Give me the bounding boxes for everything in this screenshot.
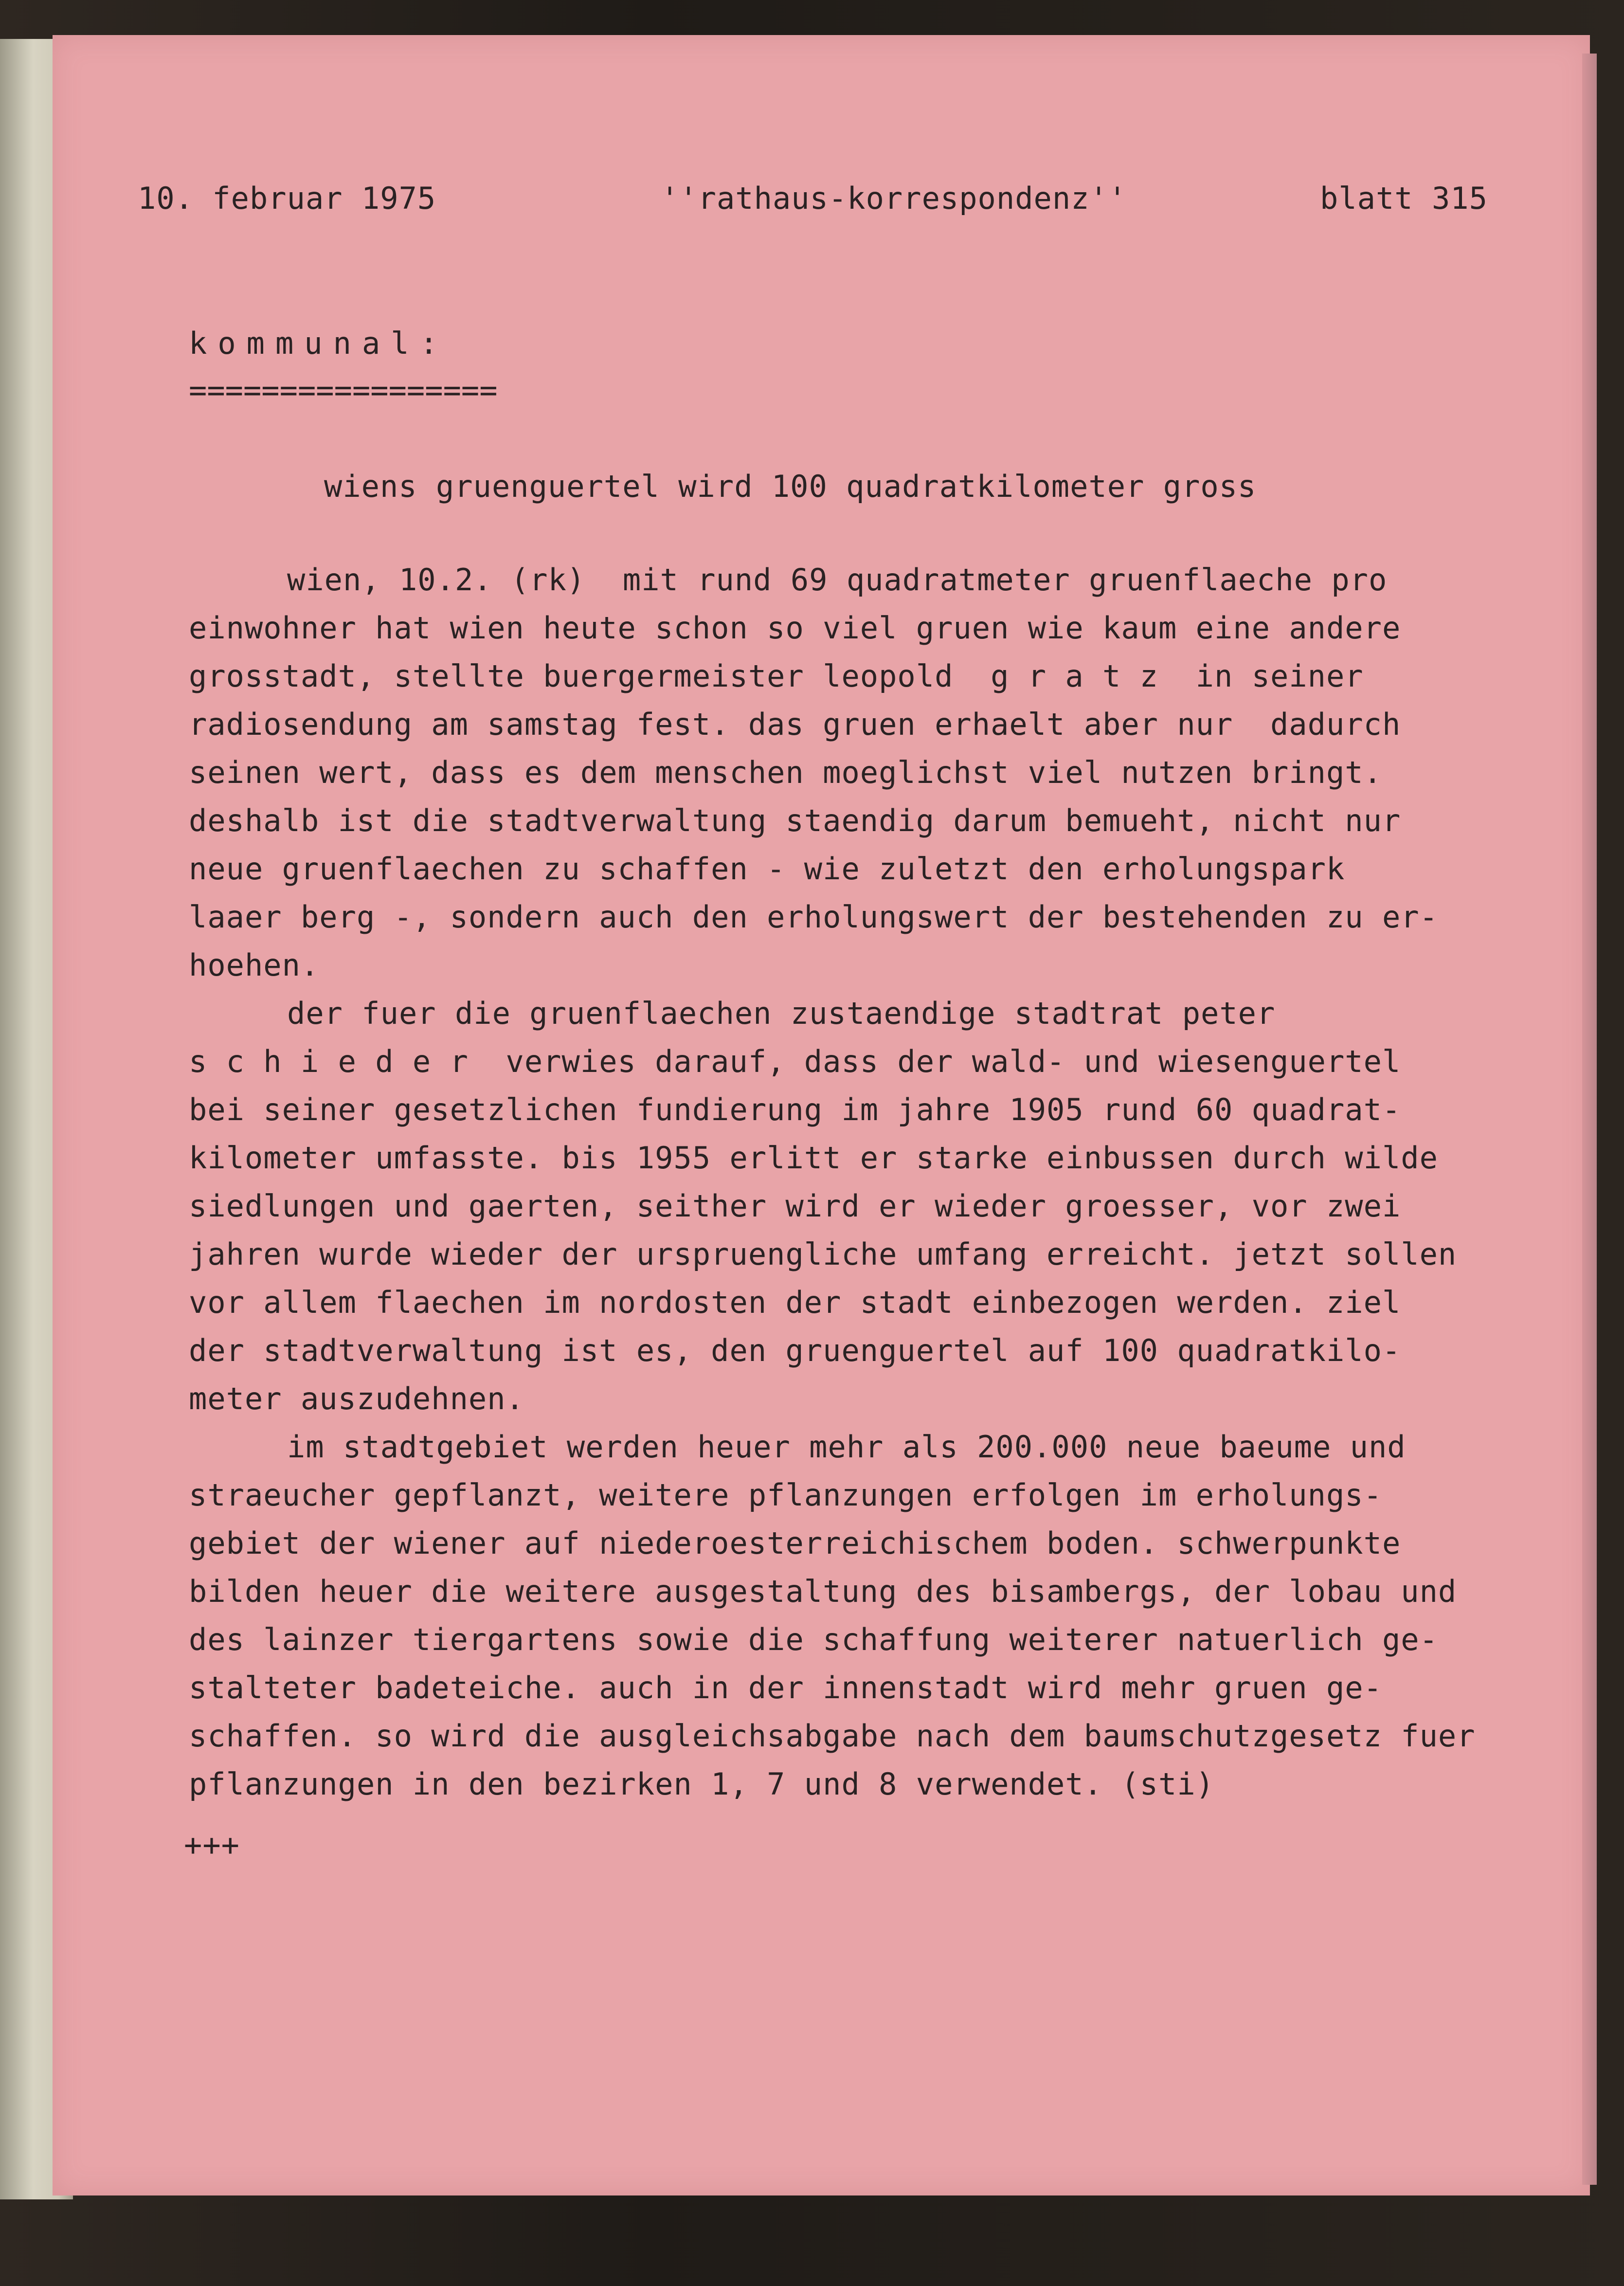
body-line: bilden heuer die weitere ausgestaltung des bisambergs, der lobau und [189, 1574, 1457, 1609]
body-line: deshalb ist die stadtverwaltung staendig darum bemueht, nicht nur [189, 803, 1401, 838]
headline: wiens gruenguertel wird 100 quadratkilometer gross [324, 469, 1257, 504]
body-line: schaffen. so wird die ausgleichsabgabe nach dem baumschutzgesetz fuer [189, 1718, 1476, 1754]
section-underline: ================= [189, 372, 498, 408]
body-line: einwohner hat wien heute schon so viel gruen wie kaum eine andere [189, 610, 1401, 646]
body-line: wien, 10.2. (rk) mit rund 69 quadratmeter gruenflaeche pro [287, 562, 1388, 598]
page-edge-shadow [1582, 54, 1597, 2185]
body-line: jahren wurde wieder der urspruengliche umfang erreicht. jetzt sollen [189, 1236, 1457, 1272]
header-date: 10. februar 1975 [138, 181, 436, 216]
body-line: radiosendung am samstag fest. das gruen erhaelt aber nur dadurch [189, 707, 1401, 742]
body-line: laaer berg -, sondern auch den erholungswert der bestehenden zu er- [189, 899, 1438, 935]
body-line: siedlungen und gaerten, seither wird er wieder groesser, vor zwei [189, 1188, 1401, 1224]
body-line: grosstadt, stellte buergermeister leopold g r a t z in seiner [189, 658, 1364, 694]
body-line: bei seiner gesetzlichen fundierung im jahre 1905 rund 60 quadrat- [189, 1092, 1401, 1127]
body-line: vor allem flaechen im nordosten der stadt einbezogen werden. ziel [189, 1285, 1401, 1320]
body-line: der stadtverwaltung ist es, den gruenguertel auf 100 quadratkilo- [189, 1333, 1401, 1368]
body-line: seinen wert, dass es dem menschen moeglichst viel nutzen bringt. [189, 755, 1382, 790]
body-line: meter auszudehnen. [189, 1381, 524, 1416]
body-line: der fuer die gruenflaechen zustaendige stadtrat peter [287, 996, 1276, 1031]
header-publication: ''rathaus-korrespondenz'' [661, 181, 1127, 216]
body-line: gebiet der wiener auf niederoesterreichischem boden. schwerpunkte [189, 1525, 1401, 1561]
body-line: stalteter badeteiche. auch in der innenstadt wird mehr gruen ge- [189, 1670, 1382, 1705]
header-sheet-number: blatt 315 [1320, 181, 1488, 216]
body-line: hoehen. [189, 947, 320, 983]
body-line: s c h i e d e r verwies darauf, dass der wald- und wiesenguertel [189, 1044, 1401, 1079]
body-line: des lainzer tiergartens sowie die schaffung weiterer natuerlich ge- [189, 1622, 1438, 1657]
body-line: im stadtgebiet werden heuer mehr als 200.000 neue baeume und [287, 1429, 1406, 1465]
body-line: kilometer umfasste. bis 1955 erlitt er starke einbussen durch wilde [189, 1140, 1438, 1176]
end-of-article-marks: +++ [184, 1827, 240, 1863]
body-line: neue gruenflaechen zu schaffen - wie zuletzt den erholungspark [189, 851, 1345, 887]
body-line: pflanzungen in den bezirken 1, 7 und 8 verwendet. (sti) [189, 1766, 1214, 1802]
section-label: kommunal: [189, 326, 449, 361]
body-line: straeucher gepflanzt, weitere pflanzungen erfolgen im erholungs- [189, 1477, 1382, 1513]
